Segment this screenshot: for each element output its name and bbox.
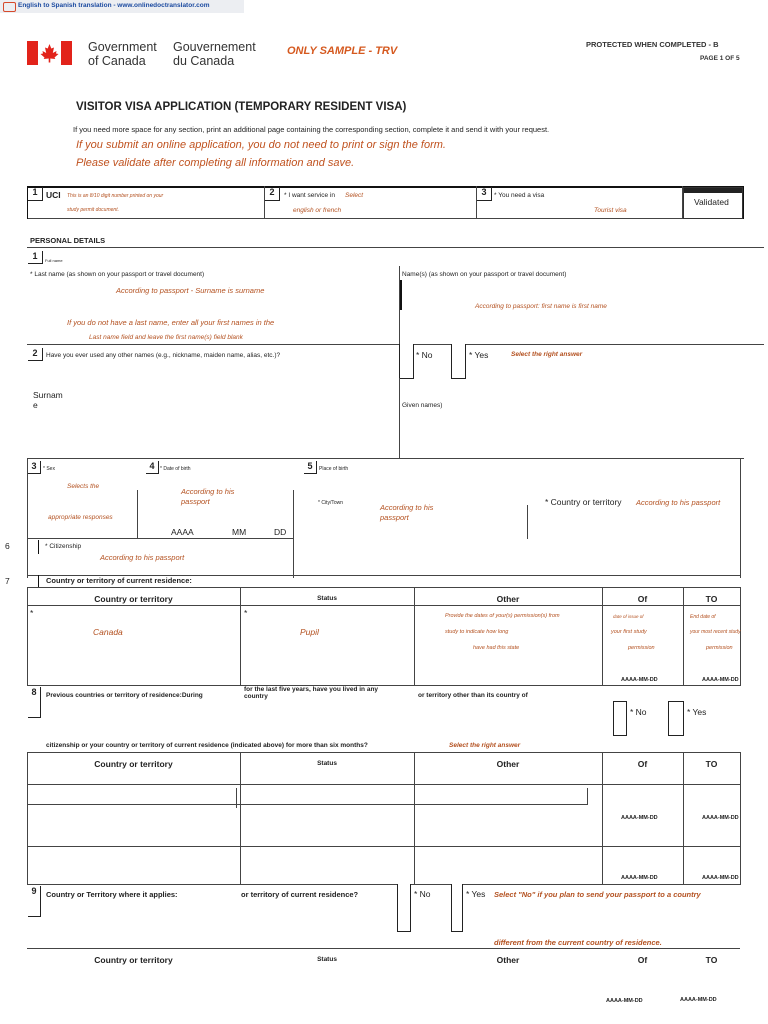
section8-hint: Select the right answer <box>449 742 521 749</box>
section8-col-country: Country or territory <box>94 759 173 769</box>
online-note: If you submit an online application, you do not need to print or sign the form. <box>76 139 446 151</box>
residence-status-required: * <box>244 608 248 618</box>
uci-label: UCI <box>46 190 61 200</box>
service-hint-2[interactable]: english or french <box>293 207 342 214</box>
page-number: PAGE 1 OF 5 <box>700 55 740 62</box>
section9-no-checkbox[interactable] <box>397 884 411 932</box>
sex-label: * Sex <box>43 466 55 472</box>
section8-to-date-format-2: AAAA-MM-DD <box>702 875 739 881</box>
residence-of-date-format: AAAA-MM-DD <box>621 677 658 683</box>
flag-right-bar <box>61 41 72 65</box>
residence-other-hint-1: Provide the dates of your(s) permission(s) from <box>445 613 560 619</box>
section8-question-1: Previous countries or territory of residence:During <box>46 692 203 699</box>
residence-col-other: Other <box>496 594 520 604</box>
residence-col-country: Country or territory <box>94 594 173 604</box>
uci-hint-2: study permit document. <box>67 207 119 213</box>
residence-col-to: TO <box>705 594 718 604</box>
last-name-label: * Last name (as shown on your passport or travel document) <box>30 271 205 278</box>
other-names-no-label: * No <box>416 350 433 360</box>
section9-of-date-format: AAAA-MM-DD <box>606 998 643 1004</box>
translator-link[interactable]: English to Spanish translation - www.onlinedoctranslator.com <box>18 2 210 9</box>
given-name-hint[interactable]: According to passport: first name is first name <box>475 303 607 310</box>
city-label: * City/Town <box>318 500 344 506</box>
flag-left-bar <box>27 41 38 65</box>
uci-hint-1: This is an 8/10 digit number printed on your <box>67 193 164 199</box>
no-last-name-note-2: Last name field and leave the first name(s) field blank <box>89 334 243 341</box>
form-instruction: If you need more space for any section, print an additional page containing the corresponding section, complete it and send it with your request. <box>73 125 550 134</box>
dob-month: MM <box>232 527 247 537</box>
section8-col-to: TO <box>705 759 718 769</box>
field-number-sex: 3 <box>28 461 41 474</box>
section8-question-2a: for the last five years, have you lived in any <box>244 686 379 693</box>
sex-hint-2[interactable]: appropriate responses <box>48 514 113 521</box>
dob-hint-1[interactable]: According to his <box>181 487 235 496</box>
row-number-6: 6 <box>5 541 10 551</box>
field-number-dob: 4 <box>146 461 159 474</box>
field-number-2: 2 <box>265 187 280 201</box>
section9-yes-label: * Yes <box>466 889 486 899</box>
other-names-question: Have you ever used any other names (e.g., nickname, maiden name, alias, etc.)? <box>46 352 281 359</box>
residence-status-value[interactable]: Pupil <box>300 627 319 637</box>
section9-yes-checkbox[interactable] <box>451 884 463 932</box>
surname-label-1: Surnam <box>33 390 63 400</box>
residence-col-of: Of <box>637 594 648 604</box>
gov-en-line2: of Canada <box>88 54 146 68</box>
validated-box[interactable] <box>683 187 743 219</box>
section9-hint-2: different from the current country of residence. <box>494 938 662 947</box>
service-hint-1[interactable]: Select <box>345 192 364 199</box>
section8-col-other: Other <box>496 759 520 769</box>
protected-label: PROTECTED WHEN COMPLETED - B <box>586 40 719 49</box>
surname-label-2: e <box>33 400 38 410</box>
translate-icon <box>3 2 16 12</box>
residence-of-hint-3: permission <box>628 645 655 651</box>
residence-to-hint-2: your most recent study <box>690 629 741 635</box>
dob-year: AAAA <box>171 527 194 537</box>
section9-question-1: Country or Territory where it applies: <box>46 890 178 899</box>
section8-to-date-format-1: AAAA-MM-DD <box>702 815 739 821</box>
maple-leaf-icon <box>41 44 59 63</box>
section8-yes-label: * Yes <box>687 707 707 717</box>
citizenship-label: * Citizenship <box>45 543 82 550</box>
residence-of-hint-1: date of issue of <box>613 614 644 619</box>
sex-hint-1[interactable]: Selects the <box>67 483 100 490</box>
gov-fr-line2: du Canada <box>173 54 235 68</box>
translator-bar <box>0 0 244 13</box>
section8-no-label: * No <box>630 707 647 717</box>
field-number-8: 8 <box>28 687 41 718</box>
residence-heading: Country or territory of current residence: <box>46 576 192 585</box>
dob-hint-2[interactable]: passport <box>181 497 210 506</box>
residence-country-value[interactable]: Canada <box>93 627 123 637</box>
section9-question-2: or territory of current residence? <box>241 890 359 899</box>
row-number-7: 7 <box>5 576 10 586</box>
section8-question-4: citizenship or your country or territory of current residence (indicated above) for more than six months? <box>46 742 368 749</box>
validated-label: Validated <box>694 197 729 207</box>
service-label: * I want service in <box>284 192 335 199</box>
residence-col-status: Status <box>317 595 337 602</box>
country-birth-hint[interactable]: According to his passport <box>636 498 721 507</box>
other-names-no-checkbox[interactable] <box>399 344 414 379</box>
citizenship-hint[interactable]: According to his passport <box>100 553 185 562</box>
visa-label: * You need a visa <box>494 192 545 199</box>
city-hint-2[interactable]: passport <box>380 513 409 522</box>
given-names-label: Given names) <box>402 402 443 409</box>
section9-hint-1: Select "No" if you plan to send your passport to a country <box>494 890 701 899</box>
section9-col-other: Other <box>496 955 520 965</box>
section9-col-country: Country or territory <box>94 955 173 965</box>
section9-col-to: TO <box>705 955 718 965</box>
residence-other-hint-3: have had this state <box>473 645 520 651</box>
full-name-caption: Full name <box>45 258 63 263</box>
section8-question-2b: country <box>244 693 268 700</box>
no-last-name-note-1: If you do not have a last name, enter all your first names in the <box>67 318 275 327</box>
section9-col-status: Status <box>317 956 337 963</box>
section8-col-status: Status <box>317 760 337 767</box>
residence-to-hint-1: End date of <box>690 614 716 620</box>
gov-fr-line1: Gouvernement <box>173 40 256 54</box>
section8-col-of: Of <box>637 759 648 769</box>
other-names-hint: Select the right answer <box>511 351 583 358</box>
section9-to-date-format: AAAA-MM-DD <box>680 997 717 1003</box>
city-hint-1[interactable]: According to his <box>380 503 434 512</box>
section8-yes-checkbox[interactable] <box>668 701 684 736</box>
section8-of-date-format-1: AAAA-MM-DD <box>621 815 658 821</box>
residence-other-hint-2: study to indicate how long <box>445 629 509 635</box>
country-birth-label: * Country or territory <box>545 497 622 507</box>
sample-label: ONLY SAMPLE - TRV <box>287 45 398 57</box>
personal-number-2: 2 <box>28 348 43 361</box>
personal-details-heading: PERSONAL DETAILS <box>30 236 106 245</box>
gov-en-line1: Government <box>88 40 157 54</box>
personal-number-1: 1 <box>28 251 43 264</box>
validate-note: Please validate after completing all information and save. <box>76 157 355 169</box>
field-number-9: 9 <box>28 886 41 917</box>
field-number-pob: 5 <box>304 461 317 474</box>
residence-to-hint-3: permission <box>706 645 733 651</box>
field-number-3: 3 <box>477 187 492 201</box>
section8-no-checkbox[interactable] <box>613 701 627 736</box>
residence-to-date-format: AAAA-MM-DD <box>702 677 739 683</box>
given-name-label: Name(s) (as shown on your passport or travel document) <box>402 271 567 278</box>
field-number-1: 1 <box>28 187 43 201</box>
visa-value[interactable]: Tourist visa <box>594 207 627 214</box>
section9-col-of: Of <box>637 955 648 965</box>
form-title: VISITOR VISA APPLICATION (TEMPORARY RESIDENT VISA) <box>76 101 407 113</box>
canada-flag <box>27 41 72 65</box>
last-name-hint[interactable]: According to passport - Surname is surname <box>116 286 265 295</box>
residence-country-required: * <box>30 608 34 618</box>
section9-no-label: * No <box>414 889 431 899</box>
other-names-yes-checkbox[interactable] <box>451 344 466 379</box>
section8-question-3: or territory other than its country of <box>418 692 528 699</box>
section8-of-date-format-2: AAAA-MM-DD <box>621 875 658 881</box>
pob-label: Place of birth <box>319 466 349 472</box>
other-names-yes-label: * Yes <box>469 350 489 360</box>
residence-of-hint-2: your first study <box>611 629 647 635</box>
dob-label: * Date of birth <box>160 466 191 472</box>
dob-day: DD <box>274 527 287 537</box>
validated-bar <box>684 188 742 193</box>
